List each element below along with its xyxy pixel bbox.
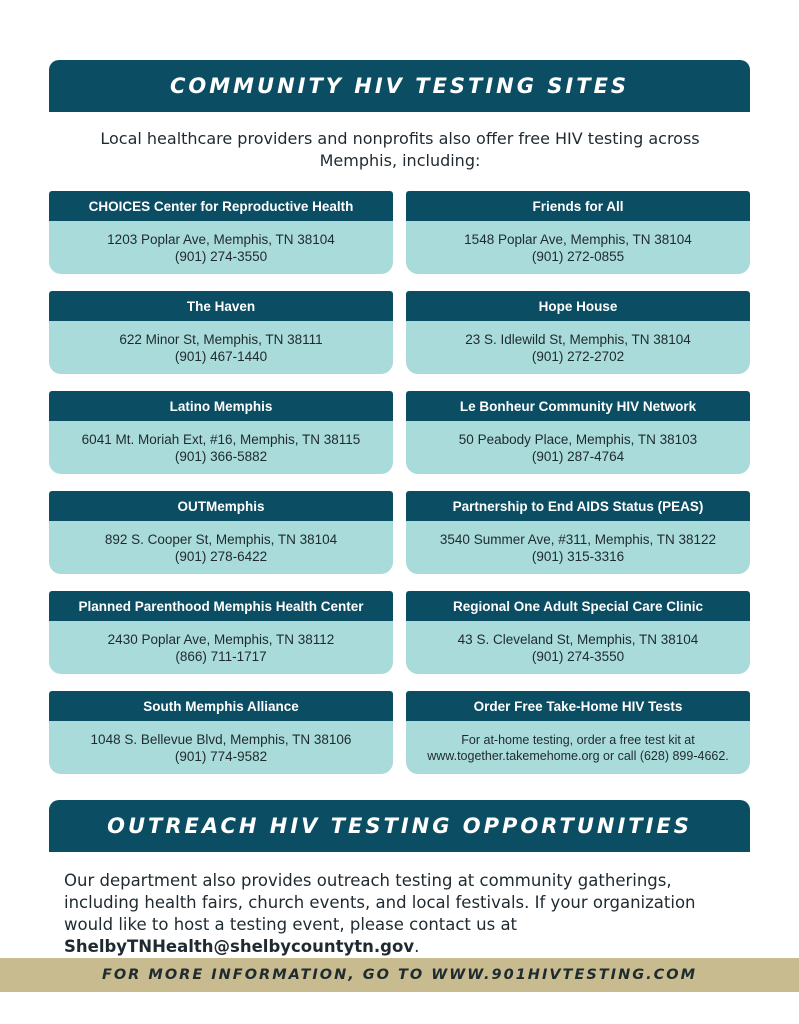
site-address: 622 Minor St, Memphis, TN 38111 (119, 331, 323, 347)
site-address: 50 Peabody Place, Memphis, TN 38103 (458, 431, 698, 447)
site-phone: (901) 366-5882 (174, 448, 268, 464)
site-phone: (901) 272-2702 (531, 348, 625, 364)
site-address: 3540 Summer Ave, #311, Memphis, TN 38122 (439, 531, 717, 547)
site-details (406, 321, 750, 374)
site-address: 43 S. Cleveland St, Memphis, TN 38104 (457, 631, 699, 647)
site-card (49, 591, 393, 674)
site-card (49, 691, 393, 774)
site-details (406, 421, 750, 474)
outreach-title: OUTREACH HIV TESTING OPPORTUNITIES (107, 814, 692, 838)
site-name: Partnership to End AIDS Status (PEAS) (406, 491, 750, 521)
site-name: Le Bonheur Community HIV Network (406, 391, 750, 421)
outreach-body: Our department also provides outreach testing at community gatherings, including health fairs, church events, and local festivals. If your organization would like to host a testing event, please contact us at (64, 871, 696, 934)
site-card (406, 591, 750, 674)
sites-title: COMMUNITY HIV TESTING SITES (169, 74, 630, 98)
footer-banner (0, 958, 799, 992)
intro-text: Local healthcare providers and nonprofits also offer free HIV testing across Memphis, including: (100, 129, 700, 170)
footer-website-link[interactable]: FOR MORE INFORMATION, GO TO WWW.901HIVTESTING.COM (101, 967, 698, 983)
site-phone: (901) 272-0855 (531, 248, 625, 264)
site-card (49, 391, 393, 474)
site-name: South Memphis Alliance (49, 691, 393, 721)
site-details (49, 521, 393, 574)
site-details (49, 321, 393, 374)
site-name: The Haven (49, 291, 393, 321)
site-address: 1548 Poplar Ave, Memphis, TN 38104 (464, 231, 692, 247)
site-address: 6041 Mt. Moriah Ext, #16, Memphis, TN 38115 (81, 431, 361, 447)
site-details (49, 621, 393, 674)
site-name: Planned Parenthood Memphis Health Center (49, 591, 393, 621)
site-card (406, 191, 750, 274)
site-card (406, 291, 750, 374)
site-name: Regional One Adult Special Care Clinic (406, 591, 750, 621)
outreach-period: . (414, 937, 420, 956)
site-details (49, 721, 393, 774)
contact-email-link[interactable]: ShelbyTNHealth@shelbycountytn.gov (64, 937, 415, 956)
site-name: OUTMemphis (49, 491, 393, 521)
site-phone: (901) 278-6422 (174, 548, 268, 564)
site-phone: (901) 774-9582 (174, 748, 268, 764)
site-address: 23 S. Idlewild St, Memphis, TN 38104 (465, 331, 691, 347)
take-home-test-title: Order Free Take-Home HIV Tests (406, 691, 750, 721)
site-name: CHOICES Center for Reproductive Health (49, 191, 393, 221)
site-details (406, 221, 750, 274)
take-home-test-text: For at-home testing, order a free test kit at (461, 732, 695, 747)
site-card (406, 491, 750, 574)
site-phone: (901) 274-3550 (174, 248, 268, 264)
site-card (49, 191, 393, 274)
sites-banner (49, 60, 750, 112)
site-address: 1048 S. Bellevue Blvd, Memphis, TN 38106 (90, 731, 352, 747)
site-address: 2430 Poplar Ave, Memphis, TN 38112 (107, 631, 335, 647)
site-name: Latino Memphis (49, 391, 393, 421)
site-phone: (901) 287-4764 (531, 448, 625, 464)
site-phone: (866) 711-1717 (175, 648, 267, 664)
site-details (406, 521, 750, 574)
site-phone: (901) 467-1440 (174, 348, 268, 364)
site-details (406, 621, 750, 674)
take-home-test-details (406, 721, 750, 774)
outreach-banner (49, 800, 750, 852)
site-details (49, 421, 393, 474)
site-details (49, 221, 393, 274)
site-card (49, 291, 393, 374)
site-card (49, 491, 393, 574)
site-name: Hope House (406, 291, 750, 321)
take-home-test-link[interactable]: www.together.takemehome.org or call (628) 899-4662. (427, 748, 729, 763)
site-name: Friends for All (406, 191, 750, 221)
outreach-paragraph (64, 870, 744, 958)
take-home-test-card (406, 691, 750, 774)
site-address: 892 S. Cooper St, Memphis, TN 38104 (104, 531, 338, 547)
site-address: 1203 Poplar Ave, Memphis, TN 38104 (107, 231, 335, 247)
site-card (406, 391, 750, 474)
site-phone: (901) 315-3316 (531, 548, 625, 564)
site-phone: (901) 274-3550 (531, 648, 625, 664)
